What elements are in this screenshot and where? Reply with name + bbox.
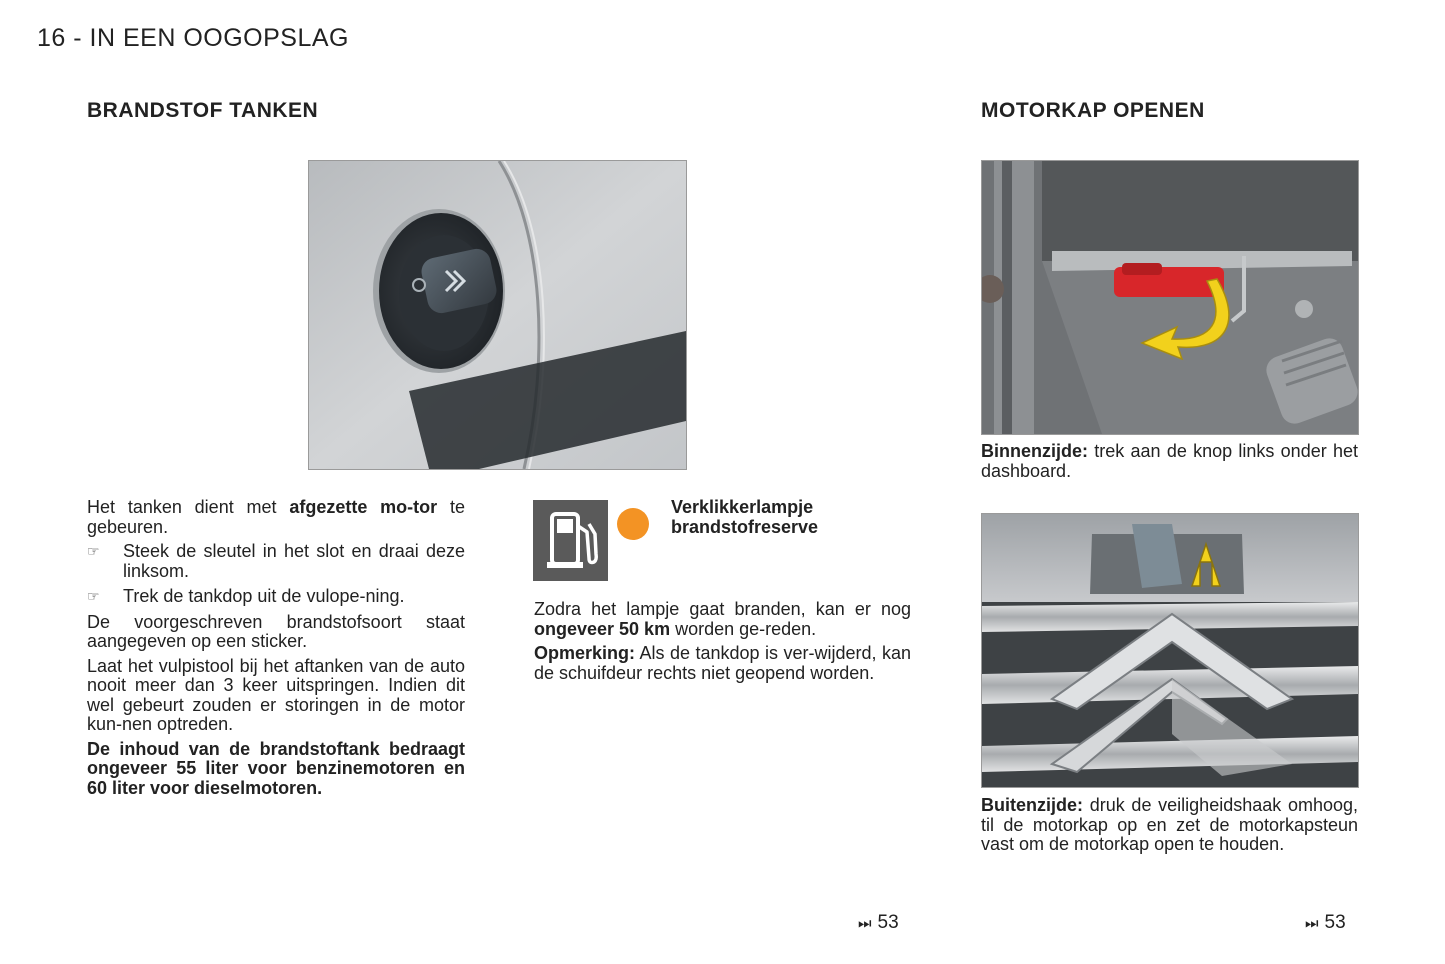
reserve-distance: Zodra het lampje gaat branden, kan er nog ongeveer 50 km worden ge-reden. bbox=[534, 599, 911, 639]
fuel-cap-photo bbox=[308, 160, 687, 470]
fuel-intro: Het tanken dient met afgezette mo-tor te gebeuren. bbox=[87, 497, 465, 537]
fuel-reserve-warning-lamp bbox=[617, 508, 649, 540]
pointing-hand-icon: ☞ bbox=[87, 588, 100, 604]
bullet-item: ☞ Trek de tankdop uit de vulope-ning. bbox=[87, 586, 405, 606]
fuel-pump-icon bbox=[533, 500, 608, 581]
pointing-hand-icon: ☞ bbox=[87, 543, 100, 559]
section-title-bonnet: MOTORKAP OPENEN bbox=[981, 99, 1205, 122]
bonnet-release-interior-photo bbox=[981, 160, 1359, 435]
fuel-type-note: De voorgeschreven brandstofsoort staat aangegeven op een sticker. bbox=[87, 611, 465, 651]
skip-forward-icon: ⏭ bbox=[1305, 915, 1319, 932]
bullet-item: ☞ Steek de sleutel in het slot en draai deze linksom. bbox=[87, 541, 465, 581]
tank-capacity-note: De inhoud van de brandstoftank bedraagt ongeveer 55 liter voor benzinemotoren en 60 liter voor dieselmotoren. bbox=[87, 738, 465, 798]
fuel-instructions bbox=[87, 498, 465, 803]
outside-caption: Buitenzijde: druk de veiligheidshaak omhoog, til de motorkap op en zet de motorkapsteun vast om de motorkap open te houden. bbox=[981, 795, 1358, 854]
indicator-title: Verklikkerlampje brandstofreserve bbox=[671, 497, 819, 537]
reserve-text bbox=[534, 600, 911, 688]
page-reference-link[interactable]: ⏭ 53 bbox=[1305, 912, 1346, 933]
fuel-nozzle-note: Laat het vulpistool bij het aftanken van de auto nooit meer dan 3 keer uitspringen. Indien dit wel gebeurt zouden er storingen in de motor kun-nen optreden. bbox=[87, 655, 465, 734]
inside-caption: Binnenzijde: trek aan de knop links onder het dashboard. bbox=[981, 441, 1358, 481]
remark: Opmerking: Als de tankdop is ver-wijderd, kan de schuifdeur rechts niet geopend worden. bbox=[534, 643, 911, 683]
page-header: 16 - IN EEN OOGOPSLAG bbox=[37, 24, 349, 52]
skip-forward-icon: ⏭ bbox=[858, 915, 872, 932]
section-title-fuel: BRANDSTOF TANKEN bbox=[87, 99, 319, 122]
bonnet-release-exterior-photo bbox=[981, 513, 1359, 788]
page-reference-link[interactable]: ⏭ 53 bbox=[858, 912, 899, 933]
